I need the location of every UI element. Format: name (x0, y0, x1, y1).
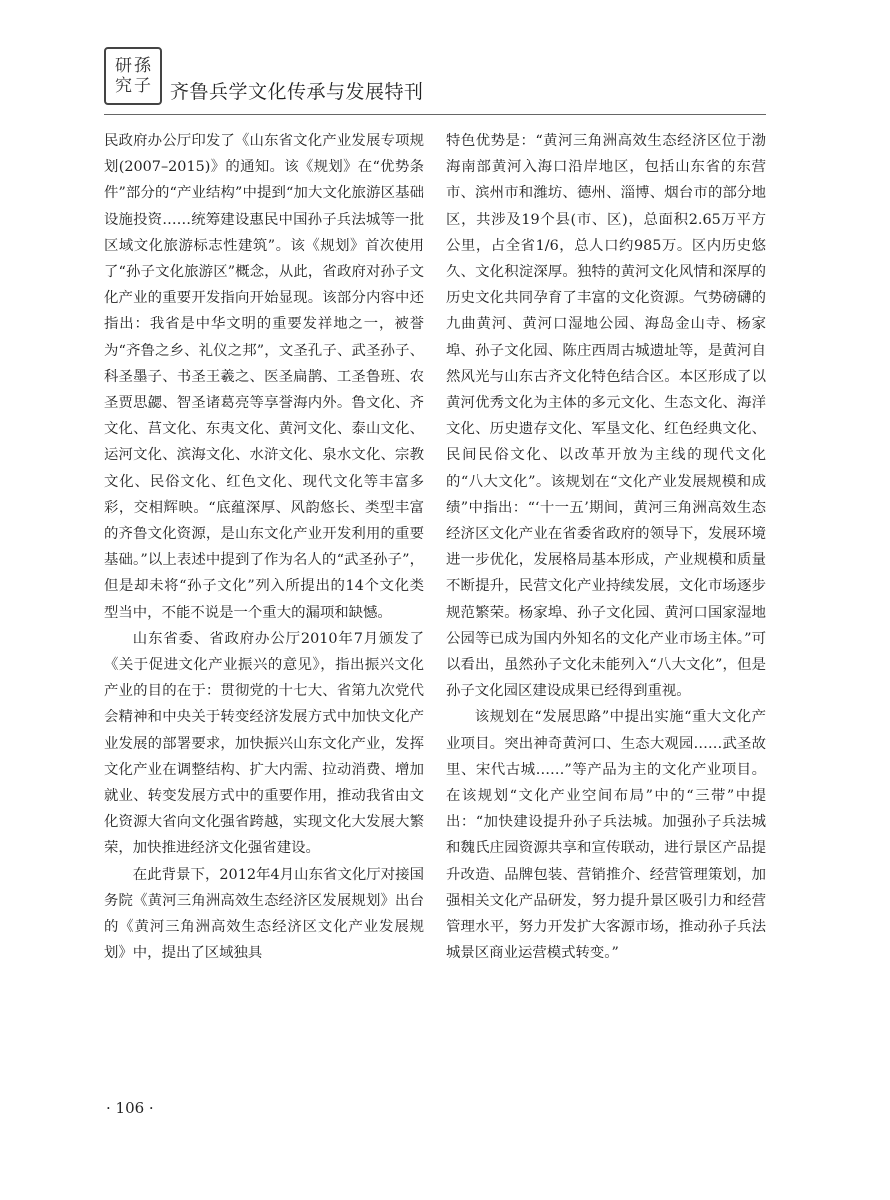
logo-char: 子 (134, 76, 151, 96)
paragraph: 民政府办公厅印发了《山东省文化产业发展专项规划(2007–2015)》的通知。该《规划》在“优势条件”部分的“产业结构”中提到“加大文化旅游区基础设施投资……统筹建设惠民中国孙子兵法城等一批区域文化旅游标志性建筑”。该《规划》首次使用了“孙子文化旅游区”概念，从此，省政府对孙子文化产业的重要开发指向开始显现。该部分内容中还指出：我省是中华文明的重要发祥地之一，被誉为“齐鲁之乡、礼仪之邦”，文圣孔子、武圣孙子、科圣墨子、书圣王羲之、医圣扁鹊、工圣鲁班、农圣贾思勰、智圣诸葛亮等享誉海内外。鲁文化、齐文化、莒文化、东夷文化、黄河文化、泰山文化、运河文化、滨海文化、水浒文化、泉水文化、宗教文化、民俗文化、红色文化、现代文化等丰富多彩，交相辉映。“底蕴深厚、风韵悠长、类型丰富的齐鲁文化资源，是山东文化产业开发利用的重要基础。”以上表述中提到了作为名人的“武圣孙子”，但是却未将“孙子文化”列入所提出的14个文化类型当中，不能不说是一个重大的漏项和缺憾。 (104, 133, 424, 621)
journal-logo (104, 47, 162, 105)
logo-char: 孫 (134, 56, 151, 76)
logo-row-bottom (115, 76, 151, 96)
logo-char: 研 (115, 56, 132, 76)
logo-row-top (115, 56, 151, 76)
page-number: · 106 · (106, 1099, 154, 1117)
paragraph: 特色优势是：“黄河三角洲高效生态经济区位于渤海南部黄河入海口沿岸地区，包括山东省的东营市、滨州市和潍坊、德州、淄博、烟台市的部分地区，共涉及19个县(市、区)，总面积2.65万平方公里，占全省1/6，总人口约985万。区内历史悠久、文化积淀深厚。独特的黄河文化风情和深厚的历史文化共同孕育了丰富的文化资源。气势磅礴的九曲黄河、黄河口湿地公园、海岛金山寺、杨家埠、孙子文化园、陈庄西周古城遗址等，是黄河自然风光与山东古齐文化特色结合区。本区形成了以黄河优秀文化为主体的多元文化、生态文化、海洋文化、历史遗存文化、军垦文化、红色经典文化、民间民俗文化、以改革开放为主线的现代文化的“八大文化”。该规划在“文化产业发展规模和成绩”中指出：“‘十一五’期间，黄河三角洲高效生态经济区文化产业在省委省政府的领导下，发展环境进一步优化，发展格局基本形成，产业规模和质量不断提升，民营文化产业持续发展，文化市场逐步规范繁荣。杨家埠、孙子文化园、黄河口国家湿地公园等已成为国内外知名的文化产业市场主体。”可以看出，虽然孙子文化未能列入“八大文化”，但是孙子文化园区建设成果已经得到重视。 (446, 133, 766, 700)
paragraph: 山东省委、省政府办公厅2010年7月颁发了《关于促进文化产业振兴的意见》，指出振兴文化产业的目的在于：贯彻党的十七大、省第九次党代会精神和中央关于转变经济发展方式中加快文化产业发展的部署要求，加快振兴山东文化产业，发挥文化产业在调整结构、扩大内需、拉动消费、增加就业、转变发展方式中的重要作用，推动我省由文化资源大省向文化强省跨越，实现文化大发展大繁荣，加快推进经济文化强省建设。 (104, 630, 424, 857)
left-column (104, 128, 424, 967)
journal-title: 齐鲁兵学文化传承与发展特刊 (170, 81, 424, 103)
right-column (446, 128, 766, 967)
paragraph: 在此背景下，2012年4月山东省文化厅对接国务院《黄河三角洲高效生态经济区发展规划》出台的《黄河三角洲高效生态经济区文化产业发展规划》中，提出了区域独具 (104, 866, 424, 962)
header-divider (104, 114, 766, 115)
paragraph: 该规划在“发展思路”中提出实施“重大文化产业项目。突出神奇黄河口、生态大观园……武圣故里、宋代古城……”等产品为主的文化产业项目。在该规划“文化产业空间布局”中的“三带”中提出：“加快建设提升孙子兵法城。加强孙子兵法城和魏氏庄园资源共享和宣传联动，进行景区产品提升改造、品牌包装、营销推介、经营管理策划，加强相关文化产品研发，努力提升景区吸引力和经营管理水平，努力开发扩大客源市场，推动孙子兵法城景区商业运营模式转变。” (446, 709, 766, 962)
logo-char: 究 (115, 76, 132, 96)
